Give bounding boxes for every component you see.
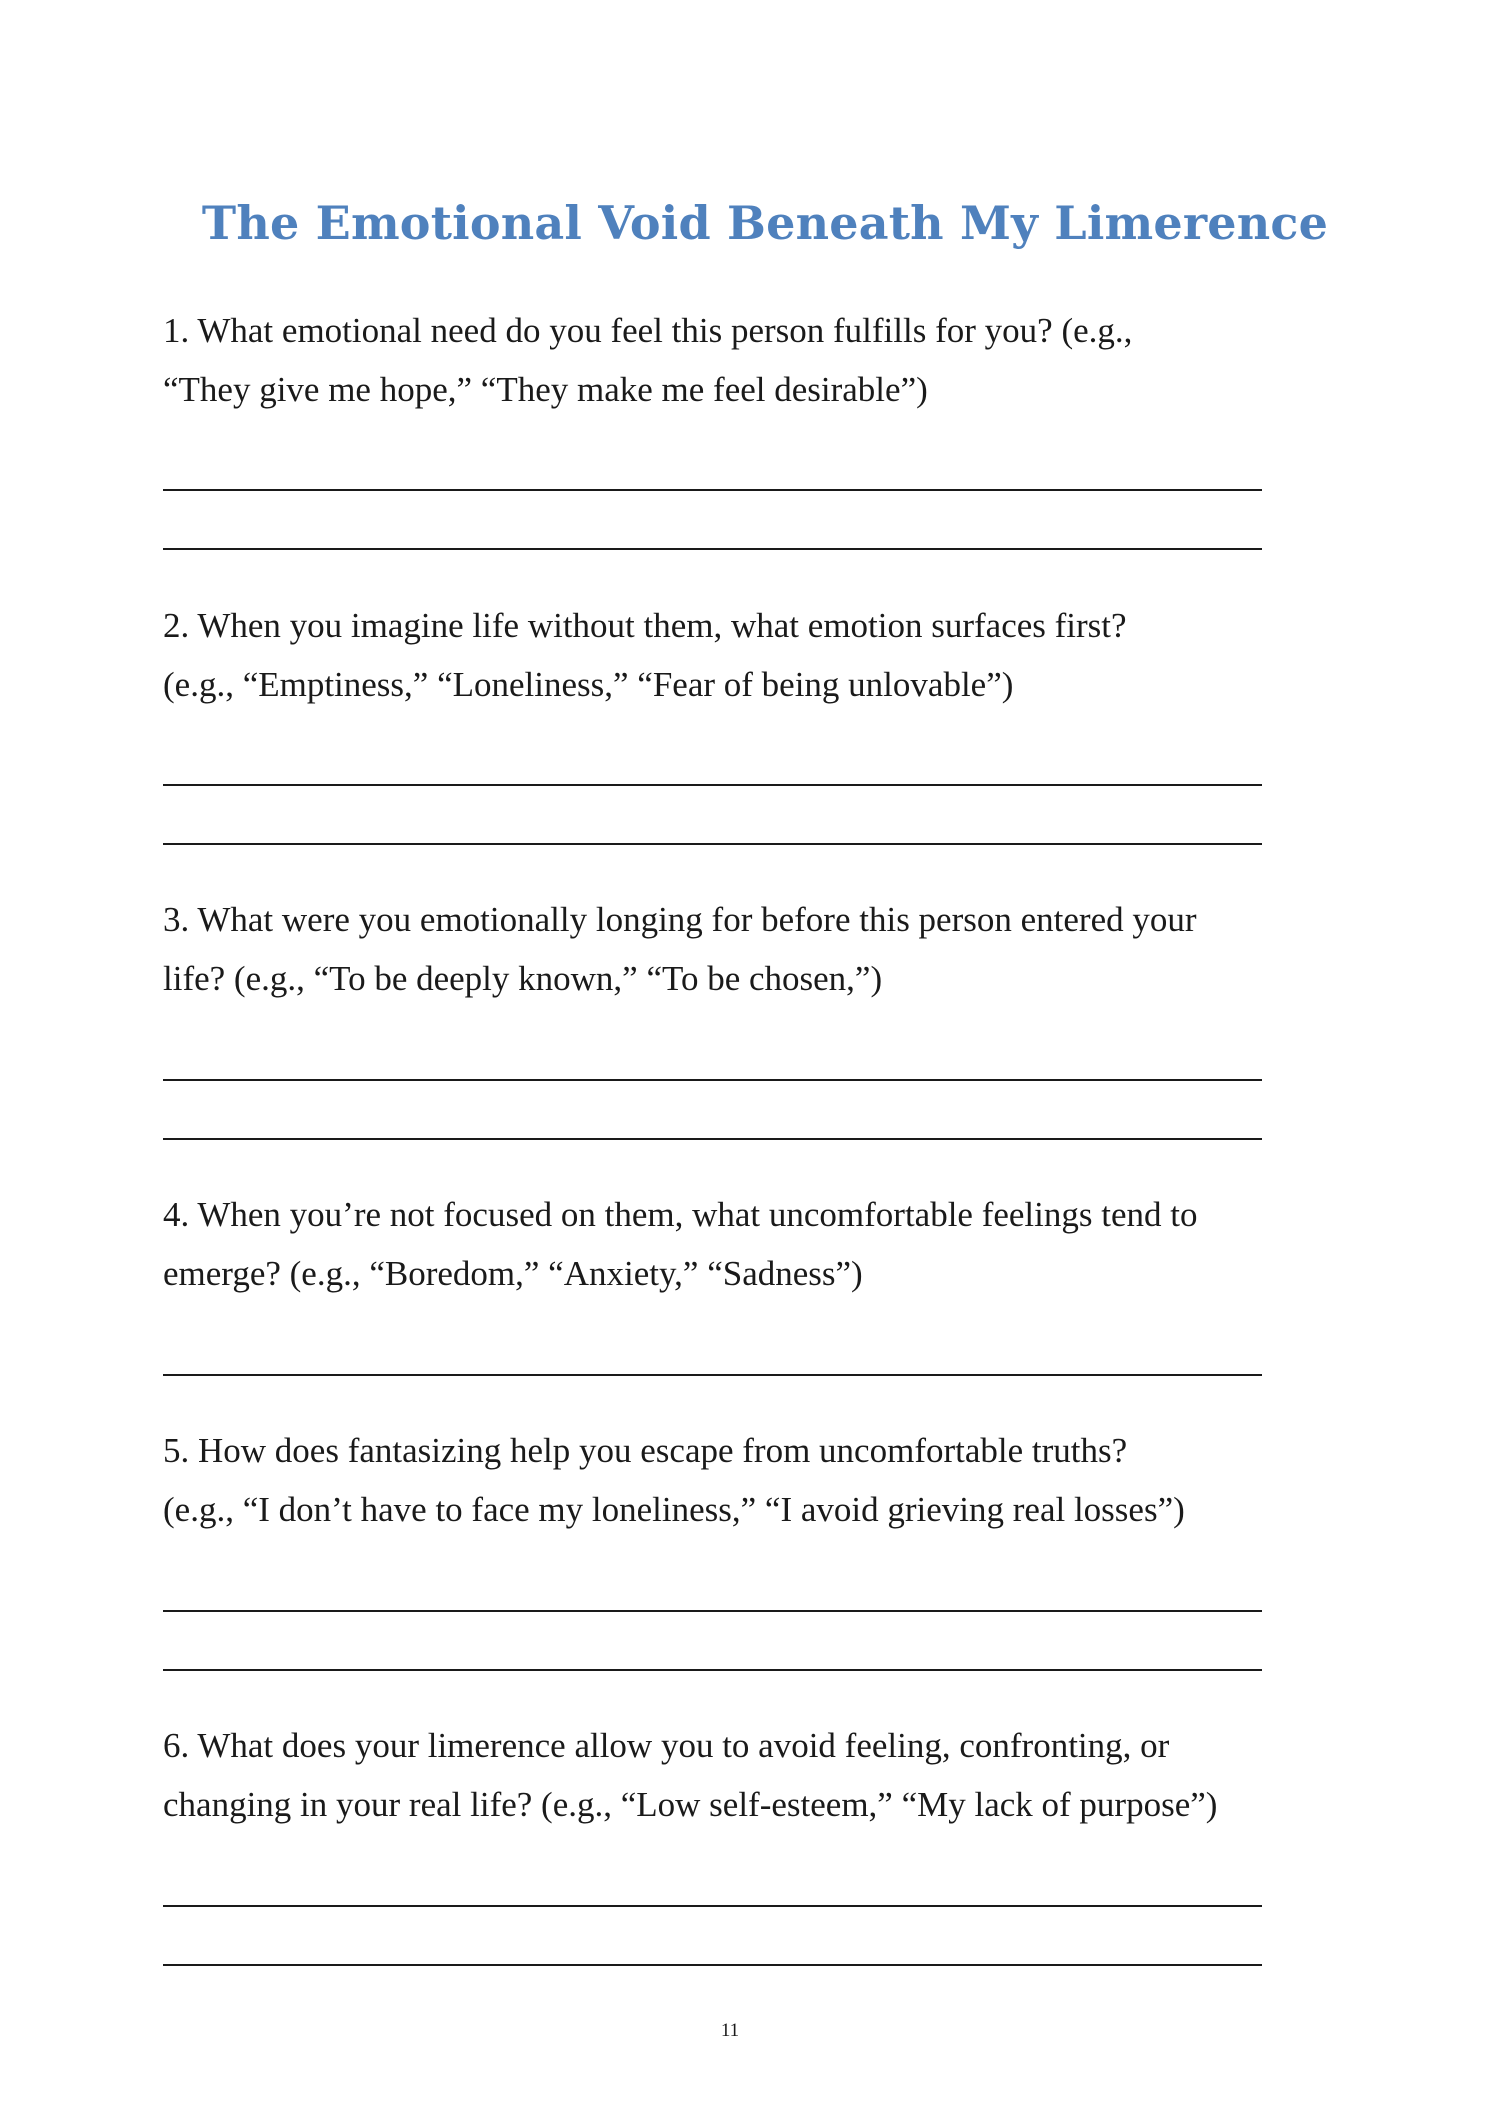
question-4-line-2: emerge? (e.g., “Boredom,” “Anxiety,” “Sadness”) (163, 1254, 863, 1293)
question-4 (163, 1185, 1303, 1303)
page-title: The Emotional Void Beneath My Limerence (201, 196, 1329, 250)
question-1 (163, 301, 1303, 419)
question-3 (163, 890, 1303, 1008)
question-2-line-2: (e.g., “Emptiness,” “Loneliness,” “Fear of being unlovable”) (163, 665, 1014, 704)
answer-line-6a[interactable] (163, 1905, 1262, 1907)
answer-line-5a[interactable] (163, 1610, 1262, 1612)
question-5 (163, 1421, 1303, 1539)
question-6-line-1: 6. What does your limerence allow you to avoid feeling, confronting, or (163, 1726, 1170, 1765)
question-5-line-2: (e.g., “I don’t have to face my loneliness,” “I avoid grieving real losses”) (163, 1490, 1185, 1529)
answer-line-4a[interactable] (163, 1374, 1262, 1376)
question-4-line-1: 4. When you’re not focused on them, what uncomfortable feelings tend to (163, 1195, 1198, 1234)
answer-line-6b[interactable] (163, 1964, 1262, 1966)
answer-line-1a[interactable] (163, 489, 1262, 491)
question-5-line-1: 5. How does fantasizing help you escape from uncomfortable truths? (163, 1431, 1128, 1470)
question-6-line-2: changing in your real life? (e.g., “Low self-esteem,” “My lack of purpose”) (163, 1785, 1218, 1824)
answer-line-5b[interactable] (163, 1669, 1262, 1671)
question-2 (163, 596, 1303, 714)
question-3-line-1: 3. What were you emotionally longing for before this person entered your (163, 900, 1197, 939)
answer-line-1b[interactable] (163, 548, 1262, 550)
question-1-line-1: 1. What emotional need do you feel this person fulfills for you? (e.g., (163, 311, 1133, 350)
answer-line-2a[interactable] (163, 784, 1262, 786)
answer-line-3b[interactable] (163, 1138, 1262, 1140)
answer-line-3a[interactable] (163, 1079, 1262, 1081)
question-6 (163, 1716, 1303, 1834)
question-1-line-2: “They give me hope,” “They make me feel desirable”) (163, 370, 928, 409)
question-3-line-2: life? (e.g., “To be deeply known,” “To be chosen,”) (163, 959, 883, 998)
question-2-line-1: 2. When you imagine life without them, what emotion surfaces first? (163, 606, 1127, 645)
page-number: 11 (720, 2020, 740, 2041)
answer-line-2b[interactable] (163, 843, 1262, 845)
